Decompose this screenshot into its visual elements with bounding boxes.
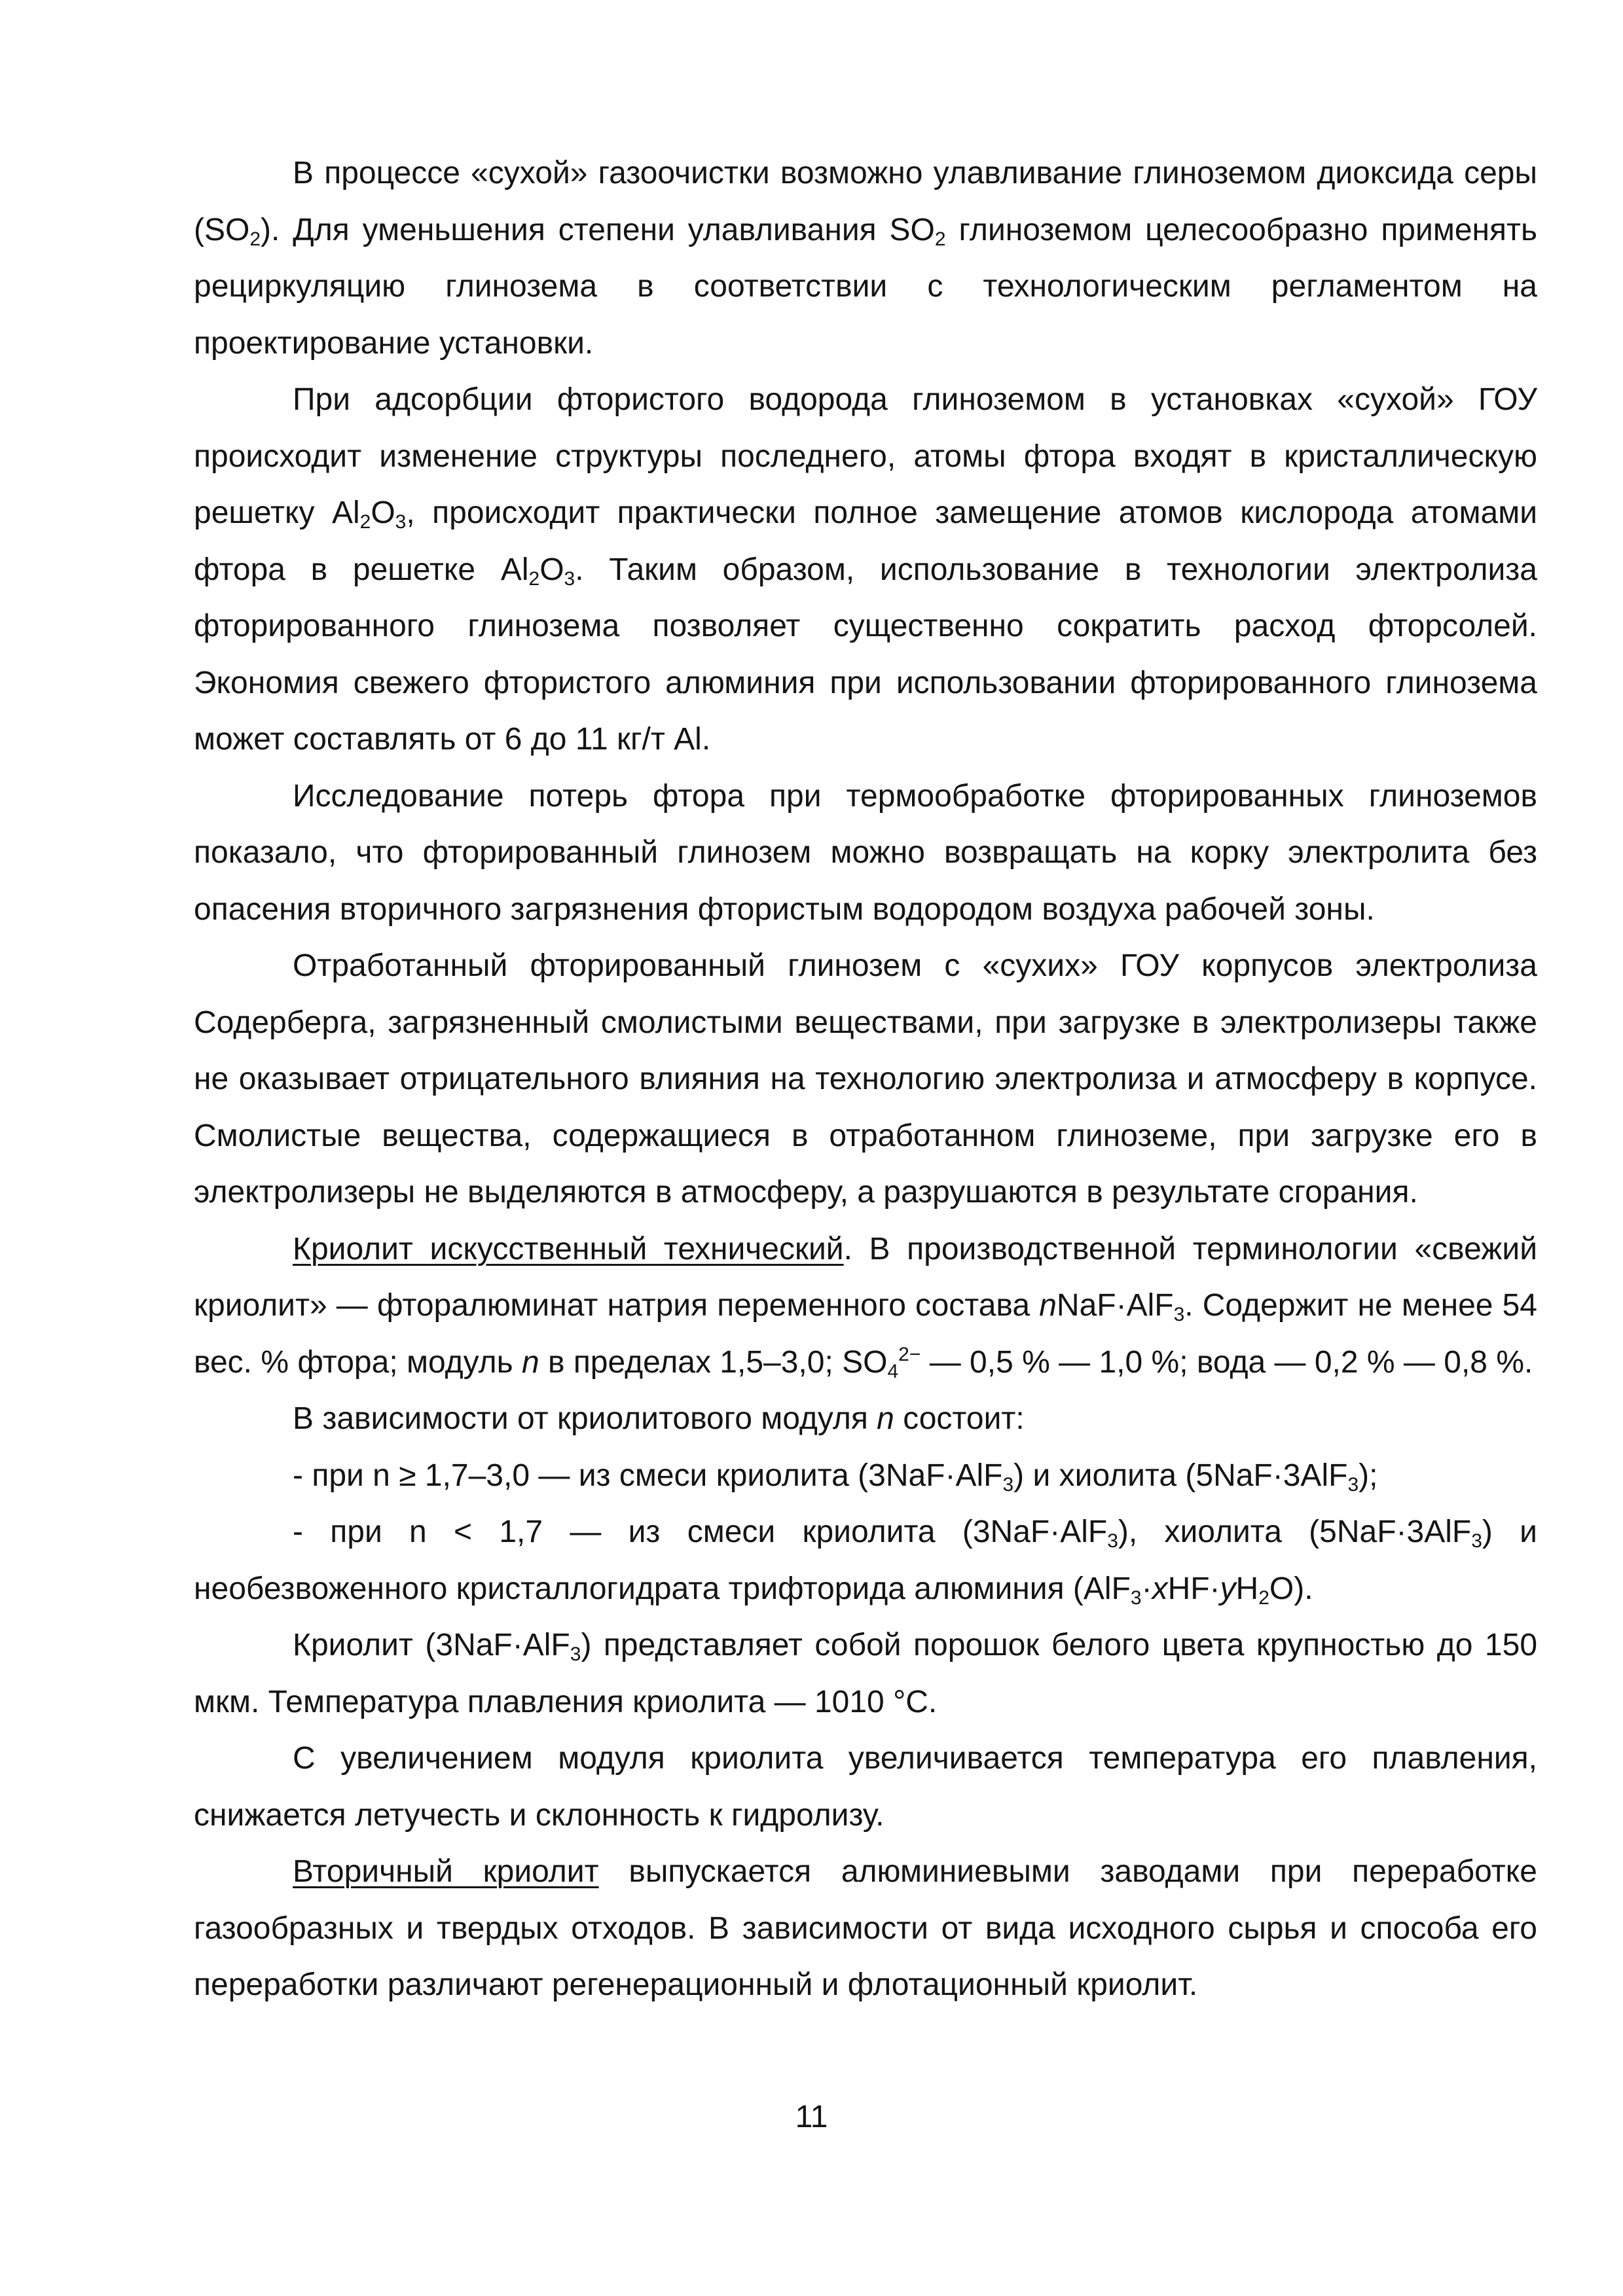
text-run: В процессе «сухой» газоочистки возможно улавливание глиноземом диоксида серы (SO xyxy=(194,156,1537,247)
text-run: . В производственной терминологии «свежий криолит» — фторалюминат натрия переменного состава xyxy=(194,1231,1537,1323)
text-run: - при n < 1,7 — из смеси криолита (3NaF·AlF xyxy=(293,1515,1108,1549)
text-run: Криолит (3NaF·AlF xyxy=(293,1628,570,1662)
text-run: HF· xyxy=(1167,1571,1220,1606)
subscript: 2 xyxy=(1258,1587,1269,1609)
text-run: . Содержит не менее 54 вес. % фтора; модуль xyxy=(194,1288,1538,1380)
variable-n: n xyxy=(877,1401,894,1436)
text-run: · xyxy=(1141,1571,1152,1606)
subscript: 3 xyxy=(1471,1530,1482,1552)
paragraph-adsorption xyxy=(194,372,1537,768)
paragraph-module-dependence xyxy=(194,1391,1537,1448)
subscript: 3 xyxy=(1002,1473,1014,1496)
text-run: H xyxy=(1235,1571,1259,1606)
subscript: 3 xyxy=(1173,1304,1185,1325)
text-run: ). Для уменьшения степени улавливания SO xyxy=(261,212,935,247)
term-cryolite-technical: Криолит искусственный технический xyxy=(293,1231,844,1266)
variable-y: y xyxy=(1220,1571,1236,1606)
text-run: - при n ≥ 1,7–3,0 — из смеси криолита (3NaF·AlF xyxy=(293,1458,1003,1493)
variable-n: n xyxy=(521,1344,539,1380)
subscript: 2 xyxy=(249,228,261,250)
paragraph-gas-cleaning xyxy=(194,145,1537,372)
text-run: O). xyxy=(1269,1571,1313,1606)
text-run: ) представляет собой порошок белого цвета крупностью до 150 мкм. Температура плавления криолита — 1010 °С. xyxy=(194,1628,1538,1719)
variable-n: n xyxy=(1039,1288,1057,1323)
text-run: NaF·AlF xyxy=(1056,1288,1174,1323)
subscript: 3 xyxy=(1347,1473,1359,1496)
subscript: 2 xyxy=(359,511,371,533)
text-run: выпускается алюминиевыми заводами при переработке газообразных и твердых отходов. В зависимости от вида исходного сырья и способа его переработки различают регенерационный и флотационный криолит. xyxy=(194,1854,1537,2002)
subscript: 2 xyxy=(934,228,946,250)
text-run: в пределах 1,5–3,0; SO xyxy=(539,1344,888,1380)
text-run: ), хиолита (5NaF·3AlF xyxy=(1118,1515,1472,1549)
subscript: 4 xyxy=(887,1360,899,1382)
paragraph-cryolite-technical xyxy=(194,1221,1537,1391)
paragraph-fluorine-losses: Исследование потерь фтора при термообработке фторированных глиноземов показало, что фторированный глинозем можно возвращать на корку электролита без опасения вторичного загрязнения фтористым водородом воздуха рабочей зоны. xyxy=(194,778,1537,927)
text-run: ) и необезвоженного кристаллогидрата трифторида алюминия (AlF xyxy=(194,1515,1537,1606)
term-secondary-cryolite: Вторичный криолит xyxy=(293,1854,599,1889)
list-item-high-module xyxy=(194,1448,1537,1505)
paragraph-cryolite-properties xyxy=(194,1617,1537,1731)
text-run: O xyxy=(539,552,564,587)
text-run: ) и хиолита (5NaF·3AlF xyxy=(1013,1458,1348,1493)
text-run: ); xyxy=(1359,1458,1378,1493)
list-item-low-module xyxy=(194,1504,1537,1617)
page-number: 11 xyxy=(795,2100,828,2134)
superscript: 2− xyxy=(898,1343,921,1365)
text-run: — 0,5 % — 1,0 %; вода — 0,2 % — 0,8 %. xyxy=(921,1344,1533,1380)
subscript: 3 xyxy=(1130,1587,1142,1609)
text-run: O xyxy=(371,495,395,530)
subscript: 3 xyxy=(570,1643,581,1665)
variable-x: x xyxy=(1152,1571,1168,1606)
subscript: 3 xyxy=(564,567,575,590)
text-run: глиноземом целесообразно применять рециркуляцию глинозема в соответствии с технологическим регламентом на проектирование установки. xyxy=(194,212,1538,361)
page-body xyxy=(194,145,1537,2014)
paragraph-secondary-cryolite xyxy=(194,1844,1537,2014)
text-run: , происходит практически полное замещение атомов кислорода атомами фтора в решетке Al xyxy=(194,495,1537,587)
paragraph-spent-alumina: Отработанный фторированный глинозем с «сухих» ГОУ корпусов электролиза Содерберга, загрязненный смолистыми веществами, при загрузке в электролизеры также не оказывает отрицательного влияния на технологию электролиза и атмосферу в корпусе. Смолистые вещества, содержащиеся в отработанном глиноземе, при загрузке его в электролизеры не выделяются в атмосферу, а разрушаются в результате сгорания. xyxy=(194,948,1537,1210)
text-run: . Таким образом, использование в технологии электролиза фторированного глинозема позволяет существенно сократить расход фторсолей. Экономия свежего фтористого алюминия при использовании фторированного глинозема может составлять от 6 до 11 кг/т Al. xyxy=(194,552,1537,757)
paragraph-module-increase: С увеличением модуля криолита увеличивается температура его плавления, снижается летучесть и склонность к гидролизу. xyxy=(194,1741,1537,1833)
text-run: состоит: xyxy=(894,1401,1025,1436)
text-run: При адсорбции фтористого водорода глиноземом в установках «сухой» ГОУ происходит изменение структуры последнего, атомы фтора входят в кристаллическую решетку Al xyxy=(194,382,1537,530)
subscript: 3 xyxy=(1107,1530,1118,1552)
text-run: В зависимости от криолитового модуля xyxy=(293,1401,877,1436)
subscript: 2 xyxy=(528,567,540,590)
subscript: 3 xyxy=(395,511,407,533)
